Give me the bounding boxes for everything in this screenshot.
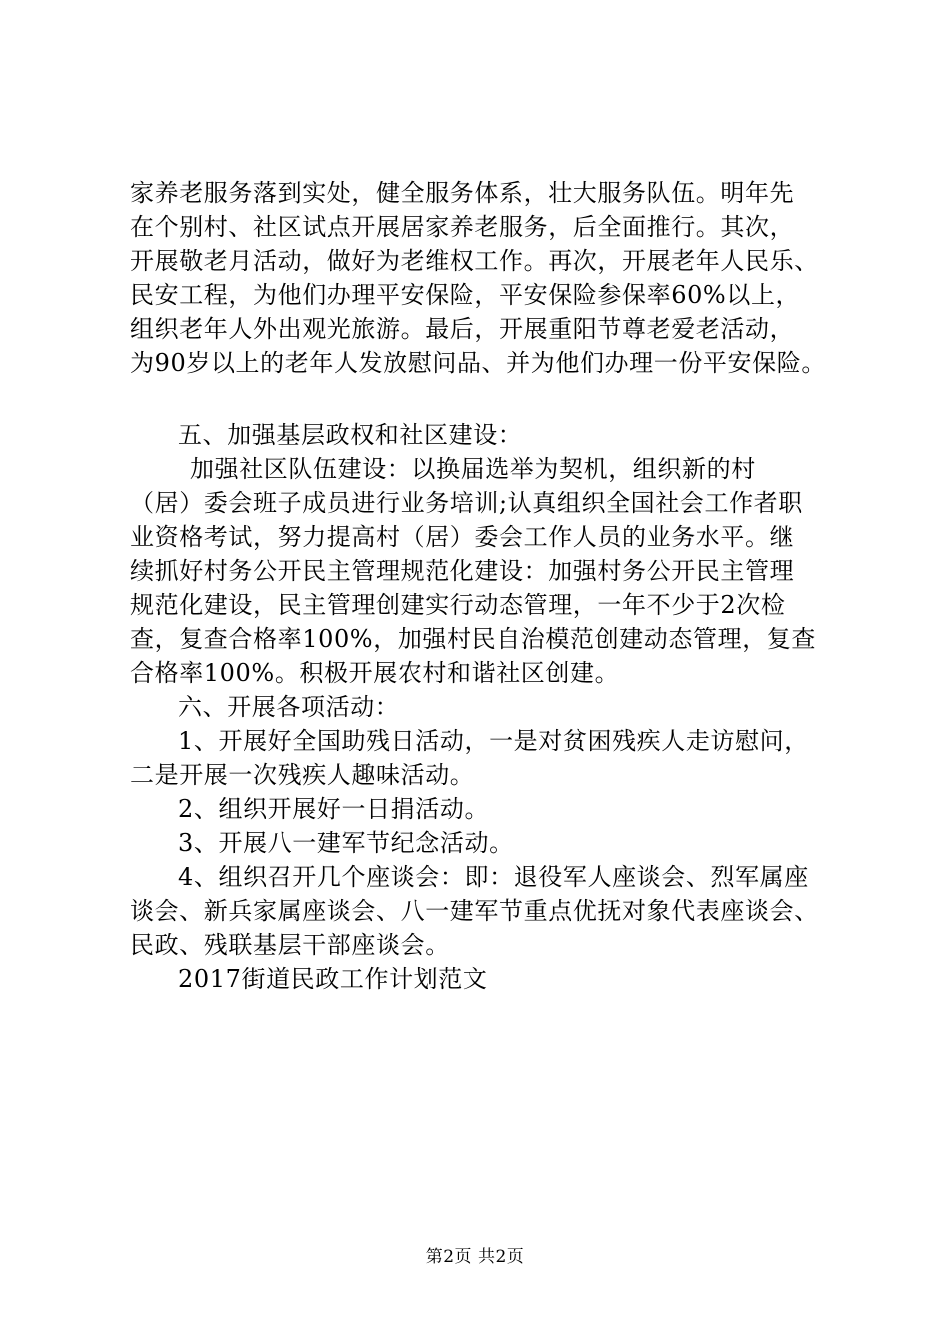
section-heading-six: 六、开展各项活动： xyxy=(178,693,400,721)
paragraph-line: （居）委会班子成员进行业务培训;认真组织全国社会工作者职 xyxy=(130,489,803,517)
list-item: 2、组织开展好一日捐活动。 xyxy=(178,795,490,823)
page-number-footer: 第2页 共2页 xyxy=(425,1247,525,1267)
paragraph-line: 为90岁以上的老年人发放慰问品、并为他们办理一份平安保险。 xyxy=(130,349,826,377)
paragraph-line: 合格率100%。积极开展农村和谐社区创建。 xyxy=(130,659,620,687)
paragraph-line: 在个别村、社区试点开展居家养老服务，后全面推行。其次， xyxy=(130,213,795,241)
list-item: 4、组织召开几个座谈会：即：退役军人座谈会、烈军属座 xyxy=(178,863,809,891)
paragraph-line: 业资格考试，努力提高村（居）委会工作人员的业务水平。继 xyxy=(130,523,795,551)
document-title-line: 2017街道民政工作计划范文 xyxy=(178,965,488,993)
list-item: 3、开展八一建军节纪念活动。 xyxy=(178,829,514,857)
paragraph-line: 谈会、新兵家属座谈会、八一建军节重点优抚对象代表座谈会、 xyxy=(130,897,819,925)
paragraph-line: 规范化建设，民主管理创建实行动态管理，一年不少于2次检 xyxy=(130,591,786,619)
list-item: 1、开展好全国助残日活动，一是对贫困残疾人走访慰问， xyxy=(178,727,809,755)
section-heading-five: 五、加强基层政权和社区建设： xyxy=(178,421,523,449)
paragraph-line: 民安工程，为他们办理平安保险，平安保险参保率60%以上， xyxy=(130,281,801,309)
paragraph-line: 开展敬老月活动，做好为老维权工作。再次，开展老年人民乐、 xyxy=(130,247,819,275)
paragraph-line: 民政、残联基层干部座谈会。 xyxy=(130,931,450,959)
paragraph-line: 二是开展一次残疾人趣味活动。 xyxy=(130,761,475,789)
paragraph-line: 续抓好村务公开民主管理规范化建设：加强村务公开民主管理 xyxy=(130,557,795,585)
paragraph-line: 加强社区队伍建设：以换届选举为契机，组织新的村 xyxy=(190,455,756,483)
paragraph-line: 查，复查合格率100%，加强村民自治模范创建动态管理，复查 xyxy=(130,625,817,653)
paragraph-line: 家养老服务落到实处，健全服务体系，壮大服务队伍。明年先 xyxy=(130,179,795,207)
paragraph-line: 组织老年人外出观光旅游。最后，开展重阳节尊老爱老活动， xyxy=(130,315,795,343)
